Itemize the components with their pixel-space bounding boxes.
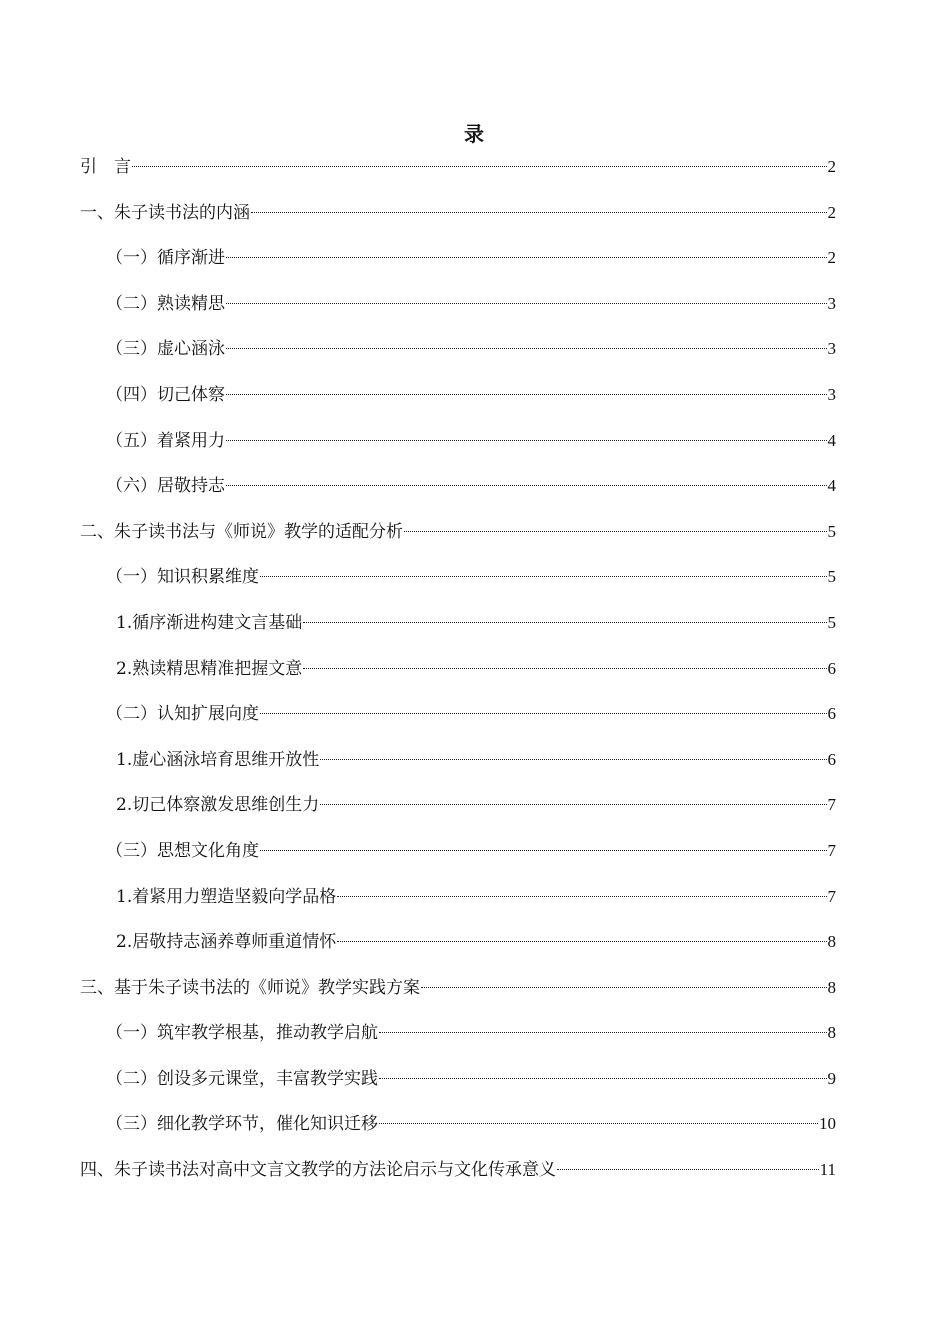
toc-dot-leader (421, 987, 827, 988)
toc-dot-leader (251, 212, 827, 213)
toc-entry[interactable] (80, 880, 836, 926)
toc-page-number: 11 (819, 1160, 836, 1180)
toc-entry-label: （一）循序渐进 (106, 248, 225, 269)
toc-page-number: 2 (827, 248, 836, 268)
toc-dot-leader (379, 1123, 818, 1124)
toc-page-number: 5 (827, 567, 836, 587)
toc-page-number: 4 (827, 476, 836, 496)
toc-entry-label: 2.居敬持志涵养尊师重道情怀 (116, 932, 337, 953)
toc-entry-label: （二）熟读精思 (106, 293, 225, 314)
toc-entry[interactable] (80, 560, 836, 606)
toc-entry[interactable] (80, 1153, 836, 1199)
toc-entry[interactable] (80, 287, 836, 333)
toc-entry[interactable] (80, 1107, 836, 1153)
toc-entry-label: （六）居敬持志 (106, 476, 225, 497)
toc-dot-leader (226, 394, 827, 395)
toc-dot-leader (226, 348, 827, 349)
toc-page-number: 3 (827, 293, 836, 313)
toc-entry[interactable] (80, 834, 836, 880)
toc-page-number: 8 (827, 977, 836, 997)
toc-dot-leader (260, 850, 827, 851)
toc-entry[interactable] (80, 743, 836, 789)
toc-entry-label: 引 言 (80, 157, 131, 177)
toc-dot-leader (303, 668, 826, 669)
toc-page-number: 8 (827, 1023, 836, 1043)
toc-page-number: 3 (827, 384, 836, 404)
toc-dot-leader (320, 759, 826, 760)
toc-entry[interactable] (80, 332, 836, 378)
toc-entry-label: （五）着紧用力 (106, 430, 225, 451)
toc-entry-label: 一、朱子读书法的内涵 (80, 202, 250, 223)
toc-entry[interactable] (80, 241, 836, 287)
toc-entry[interactable] (80, 424, 836, 470)
toc-dot-leader (320, 804, 826, 805)
toc-dot-leader (226, 485, 827, 486)
toc-page-number: 2 (827, 202, 836, 222)
toc-page-number: 6 (827, 658, 836, 678)
toc-entry[interactable] (80, 925, 836, 971)
toc-page-number: 8 (827, 932, 836, 952)
toc-entry[interactable] (80, 606, 836, 652)
toc-entry-label: （三）虚心涵泳 (106, 339, 225, 360)
toc-entry-label: （一）知识积累维度 (106, 567, 259, 588)
toc-dot-leader (379, 1032, 827, 1033)
toc-dot-leader (404, 531, 827, 532)
toc-entry-label: （三）细化教学环节，催化知识迁移 (106, 1114, 378, 1135)
toc-dot-leader (260, 713, 827, 714)
toc-dot-leader (337, 896, 826, 897)
table-of-contents (80, 150, 836, 1199)
toc-page-number: 9 (827, 1068, 836, 1088)
toc-dot-leader (379, 1078, 827, 1079)
toc-entry-label: 1.虚心涵泳培育思维开放性 (116, 749, 320, 770)
toc-entry[interactable] (80, 697, 836, 743)
toc-page-number: 6 (827, 749, 836, 769)
toc-entry[interactable] (80, 652, 836, 698)
toc-entry[interactable] (80, 150, 836, 196)
toc-page-number: 5 (827, 521, 836, 541)
toc-page-number: 7 (827, 886, 836, 906)
toc-entry-label: 四、朱子读书法对高中文言文教学的方法论启示与文化传承意义 (80, 1160, 556, 1181)
toc-entry-label: （二）创设多元课堂，丰富教学实践 (106, 1068, 378, 1089)
toc-title: 录 (464, 122, 486, 146)
toc-dot-leader (226, 303, 827, 304)
toc-dot-leader (260, 576, 827, 577)
toc-entry[interactable] (80, 196, 836, 242)
toc-entry[interactable] (80, 469, 836, 515)
toc-entry[interactable] (80, 1062, 836, 1108)
toc-dot-leader (226, 257, 827, 258)
toc-entry-label: （二）认知扩展向度 (106, 704, 259, 725)
toc-page-number: 7 (827, 795, 836, 815)
toc-entry-label: 1.循序渐进构建文言基础 (116, 612, 303, 633)
toc-dot-leader (303, 622, 826, 623)
toc-page-number: 4 (827, 430, 836, 450)
toc-page-number: 7 (827, 840, 836, 860)
toc-dot-leader (226, 440, 827, 441)
toc-entry-label: （一）筑牢教学根基，推动教学启航 (106, 1023, 378, 1044)
toc-entry-label: （四）切己体察 (106, 384, 225, 405)
toc-entry[interactable] (80, 1016, 836, 1062)
toc-entry-label: 三、基于朱子读书法的《师说》教学实践方案 (80, 977, 420, 998)
toc-dot-leader (557, 1169, 819, 1170)
toc-entry[interactable] (80, 971, 836, 1017)
toc-page-number: 2 (827, 157, 836, 176)
toc-entry-label: 2.切己体察激发思维创生力 (116, 795, 320, 816)
toc-entry-label: 2.熟读精思精准把握文意 (116, 658, 303, 679)
toc-page-number: 10 (819, 1114, 836, 1134)
toc-dot-leader (337, 941, 826, 942)
toc-entry[interactable] (80, 378, 836, 424)
toc-entry[interactable] (80, 788, 836, 834)
toc-entry-label: （三）思想文化角度 (106, 840, 259, 861)
toc-page-number: 3 (827, 339, 836, 359)
toc-page-number: 6 (827, 704, 836, 724)
toc-dot-leader (132, 166, 827, 167)
toc-entry-label: 二、朱子读书法与《师说》教学的适配分析 (80, 521, 403, 542)
toc-page-number: 5 (827, 612, 836, 632)
toc-entry-label: 1.着紧用力塑造坚毅向学品格 (116, 886, 337, 907)
toc-entry[interactable] (80, 515, 836, 561)
